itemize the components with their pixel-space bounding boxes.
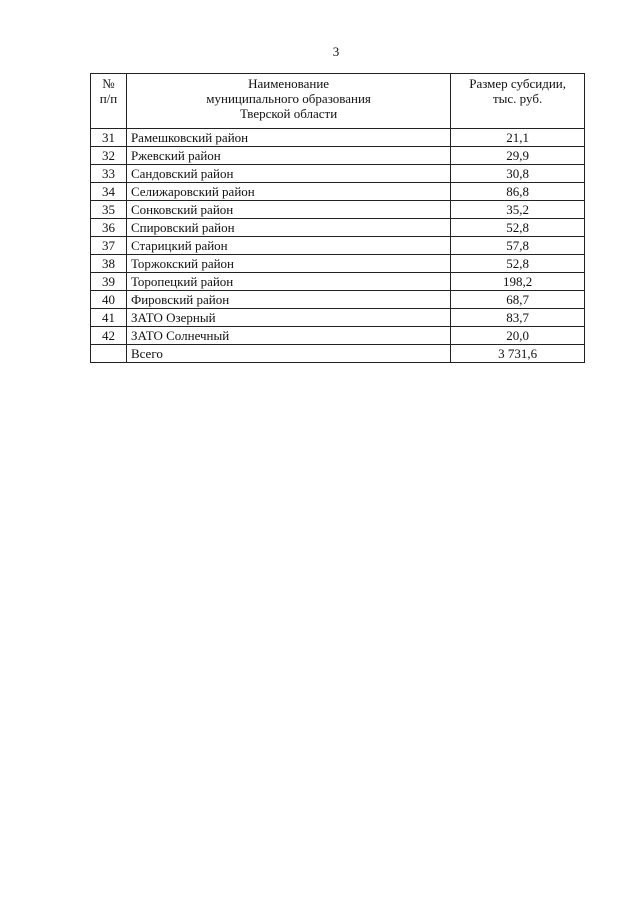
table-row [91,219,585,237]
row-num: 38 [91,255,127,273]
row-value: 68,7 [451,291,585,309]
table-row [91,255,585,273]
total-num [91,345,127,363]
row-value: 57,8 [451,237,585,255]
table-row [91,183,585,201]
row-value: 52,8 [451,219,585,237]
row-value: 86,8 [451,183,585,201]
row-num: 36 [91,219,127,237]
table-row [91,273,585,291]
row-num: 41 [91,309,127,327]
table-row [91,237,585,255]
row-value: 83,7 [451,309,585,327]
table-row [91,201,585,219]
table-total-row [91,345,585,363]
row-value: 52,8 [451,255,585,273]
row-name: Сандовский район [126,165,450,183]
row-num: 37 [91,237,127,255]
row-name: Торопецкий район [126,273,450,291]
row-name: ЗАТО Солнечный [126,327,450,345]
row-num: 40 [91,291,127,309]
row-value: 20,0 [451,327,585,345]
subsidy-table [90,73,585,363]
row-num: 42 [91,327,127,345]
row-value: 30,8 [451,165,585,183]
row-value: 35,2 [451,201,585,219]
row-num: 39 [91,273,127,291]
header-value: Размер субсидии, тыс. руб. [451,74,585,129]
row-name: Спировский район [126,219,450,237]
row-name: Сонковский район [126,201,450,219]
header-num: № п/п [91,74,127,129]
row-value: 29,9 [451,147,585,165]
table-row [91,147,585,165]
header-name: Наименование муниципального образования Тверской области [126,74,450,129]
row-value: 198,2 [451,273,585,291]
table-row [91,291,585,309]
table-row [91,327,585,345]
total-value: 3 731,6 [451,345,585,363]
row-name: Ржевский район [126,147,450,165]
row-num: 33 [91,165,127,183]
table-row [91,165,585,183]
row-value: 21,1 [451,129,585,147]
table-header-row [91,74,585,129]
row-name: Фировский район [126,291,450,309]
table-row [91,309,585,327]
row-num: 34 [91,183,127,201]
row-name: Рамешковский район [126,129,450,147]
row-num: 35 [91,201,127,219]
table-row [91,129,585,147]
page-number: 3 [332,44,340,59]
row-num: 31 [91,129,127,147]
row-name: Торжокский район [126,255,450,273]
row-name: ЗАТО Озерный [126,309,450,327]
row-num: 32 [91,147,127,165]
total-label: Всего [126,345,450,363]
row-name: Селижаровский район [126,183,450,201]
row-name: Старицкий район [126,237,450,255]
